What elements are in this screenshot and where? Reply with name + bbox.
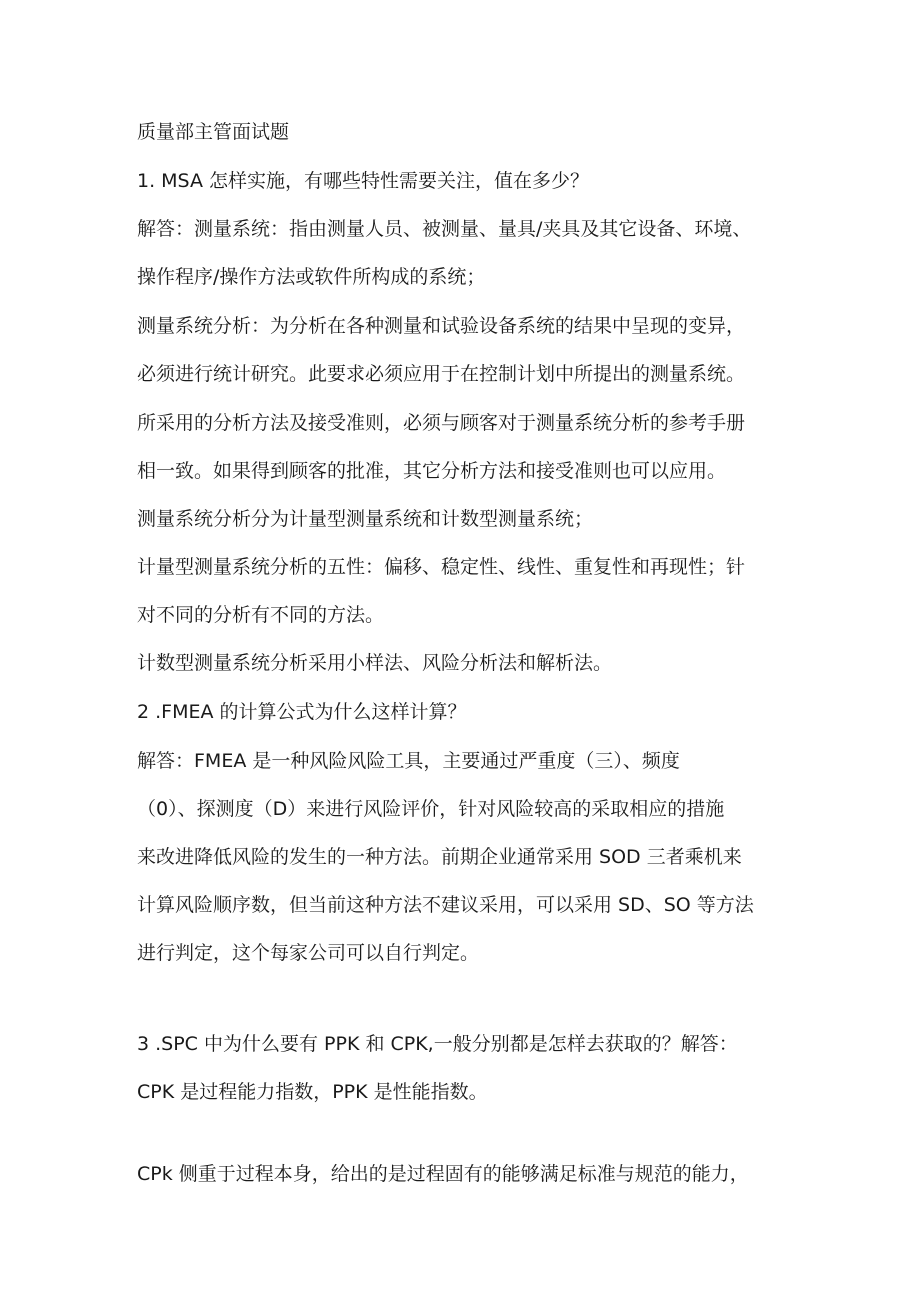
answer-3-line: CPK 是过程能力指数，PPK 是性能指数。 bbox=[137, 1081, 488, 1103]
question-2: 2 .FMEA 的计算公式为什么这样计算？ bbox=[137, 701, 467, 723]
document-title: 质量部主管面试题 bbox=[137, 121, 290, 143]
answer-2-line: 计算风险顺序数，但当前这种方法不建议采用，可以采用 SD、SO 等方法 bbox=[137, 894, 754, 916]
answer-1-line: 相一致。如果得到顾客的批准，其它分析方法和接受准则也可以应用。 bbox=[137, 460, 727, 482]
answer-2-line: （0）、探测度（D）来进行风险评价，针对风险较高的采取相应的措施 bbox=[137, 798, 725, 820]
answer-2-line: 解答：FMEA 是一种风险风险工具，主要通过严重度（三）、频度 bbox=[137, 750, 680, 772]
answer-1-line: 所采用的分析方法及接受准则，必须与顾客对于测量系统分析的参考手册 bbox=[137, 412, 746, 434]
answer-1-line: 操作程序/操作方法或软件所构成的系统； bbox=[137, 266, 486, 288]
answer-2-line: 进行判定，这个每家公司可以自行判定。 bbox=[137, 942, 480, 964]
question-3: 3 .SPC 中为什么要有 PPK 和 CPK,一般分别都是怎样去获取的？解答： bbox=[137, 1033, 738, 1055]
answer-2-line: 来改进降低风险的发生的一种方法。前期企业通常采用 SOD 三者乘机来 bbox=[137, 846, 742, 868]
answer-1-line: 计数型测量系统分析采用小样法、风险分析法和解析法。 bbox=[137, 652, 613, 674]
answer-1-line: 解答：测量系统：指由测量人员、被测量、量具/夹具及其它设备、环境、 bbox=[137, 218, 752, 240]
answer-1-line: 必须进行统计研究。此要求必须应用于在控制计划中所提出的测量系统。 bbox=[137, 363, 746, 385]
answer-1-line: 测量系统分析分为计量型测量系统和计数型测量系统； bbox=[137, 508, 594, 530]
answer-3-line: CPk 侧重于过程本身，给出的是过程固有的能够满足标准与规范的能力， bbox=[137, 1163, 749, 1185]
answer-1-line: 计量型测量系统分析的五性：偏移、稳定性、线性、重复性和再现性；针 bbox=[137, 556, 746, 578]
answer-1-line: 对不同的分析有不同的方法。 bbox=[137, 604, 385, 626]
question-1: 1. MSA 怎样实施，有哪些特性需要关注，值在多少？ bbox=[137, 170, 590, 192]
answer-1-line: 测量系统分析：为分析在各种测量和试验设备系统的结果中呈现的变异， bbox=[137, 315, 746, 337]
